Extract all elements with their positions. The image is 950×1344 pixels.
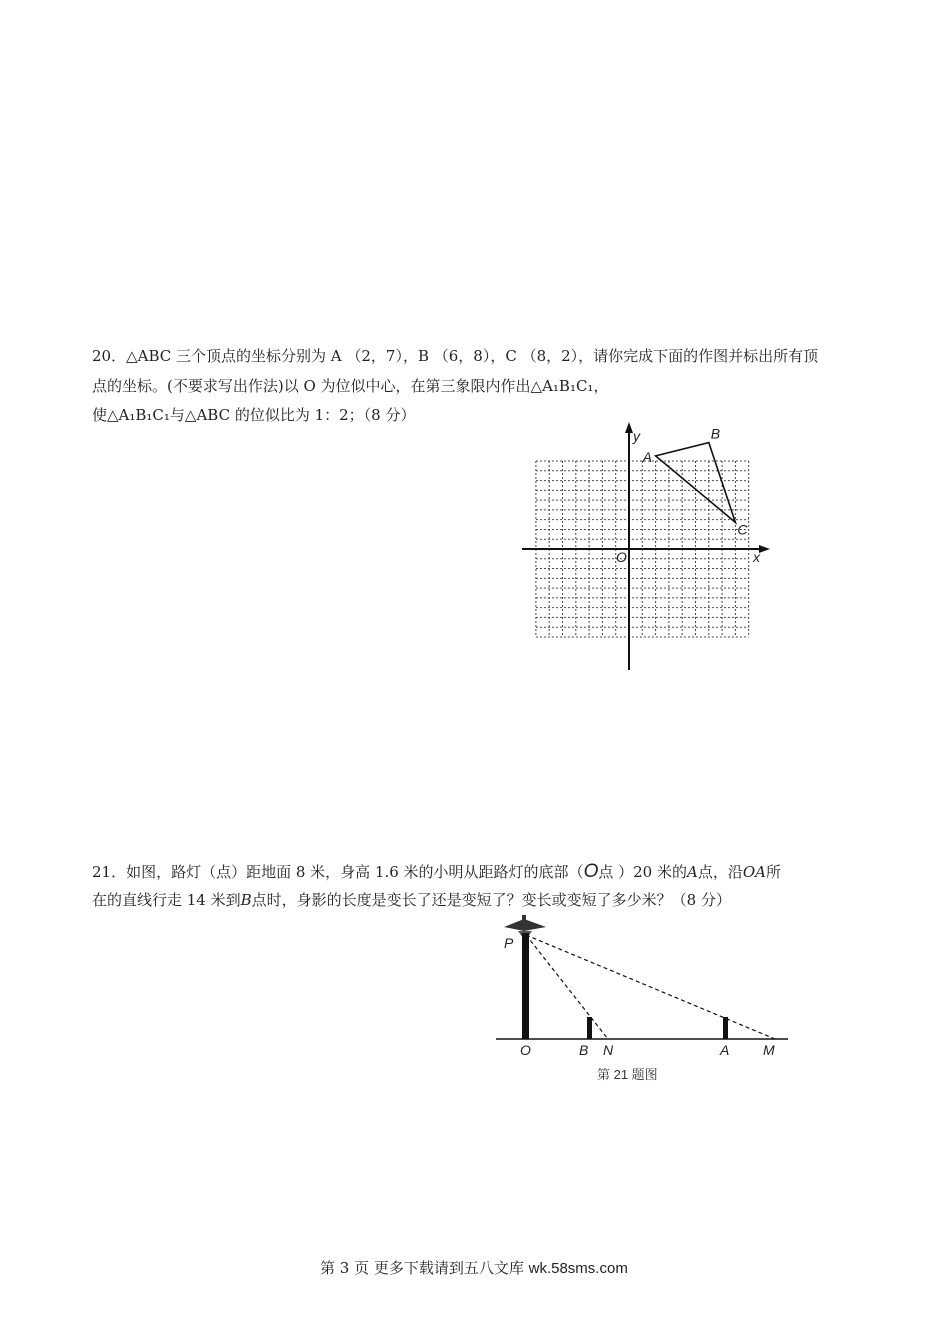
light-ray-to-m	[526, 935, 775, 1039]
point-b-label: B	[579, 1042, 589, 1058]
light-ray-to-n	[526, 935, 608, 1039]
q21-lamp-figure	[490, 915, 800, 1060]
point-c-label: C	[737, 521, 748, 538]
y-axis-label: y	[633, 428, 640, 444]
person-at-a	[723, 1017, 728, 1039]
q21-figure-caption: 第 21 题图	[597, 1067, 658, 1082]
q20-line-1: 20．△ABC 三个顶点的坐标分别为 A （2，7），B （6，8），C （8，2），请你完成下面的作图并标出所有顶	[92, 347, 819, 365]
q20-coordinate-grid	[510, 420, 770, 680]
q21-line-1-part-c: 点，沿	[697, 863, 743, 881]
page-footer	[320, 1257, 628, 1278]
q21-point-o: O	[583, 861, 599, 882]
q21-segment-oa: OA	[742, 863, 766, 881]
q21-line-1	[92, 862, 781, 881]
point-a-label: A	[642, 448, 652, 465]
point-n-label: N	[603, 1042, 614, 1058]
footer-site-link[interactable]: wk.58sms.com	[528, 1260, 628, 1277]
origin-label: O	[616, 549, 627, 565]
q21-line-2-part-b: 点时，身影的长度是变长了还是变短了？变长或变短了多少米？（8 分）	[251, 891, 731, 909]
lamp-label-p: P	[504, 935, 514, 951]
q20-line-3: 使△A₁B₁C₁与△ABC 的位似比为 1：2；（8 分）	[92, 406, 416, 424]
footer-text: 第 3 页 更多下载请到五八文库	[320, 1259, 529, 1277]
y-axis-arrow-icon	[625, 422, 633, 433]
point-o-label: O	[520, 1042, 531, 1058]
street-lamp-icon	[504, 915, 546, 1039]
q21-point-b: B	[240, 891, 252, 909]
q21-line-1-part-d: 所	[765, 863, 781, 881]
point-a-label: A	[720, 1042, 730, 1058]
q21-line-1-part-b: 点 ）20 米的	[598, 863, 687, 881]
q21-line-2-part-a: 在的直线行走 14 米到	[92, 891, 241, 909]
q21-line-1-part-a: 21．如图，路灯（点）距地面 8 米，身高 1.6 米的小明从距路灯的底部（	[92, 863, 584, 881]
point-m-label: M	[763, 1042, 775, 1058]
x-axis-arrow-icon	[759, 545, 770, 553]
q20-line-2: 点的坐标。(不要求写出作法)以 O 为位似中心，在第三象限内作出△A₁B₁C₁，	[92, 377, 609, 395]
point-b-label: B	[710, 425, 721, 442]
q21-point-a: A	[686, 863, 698, 881]
q21-line-2	[92, 893, 731, 908]
person-at-b	[587, 1017, 592, 1039]
x-axis-label: x	[753, 549, 760, 565]
